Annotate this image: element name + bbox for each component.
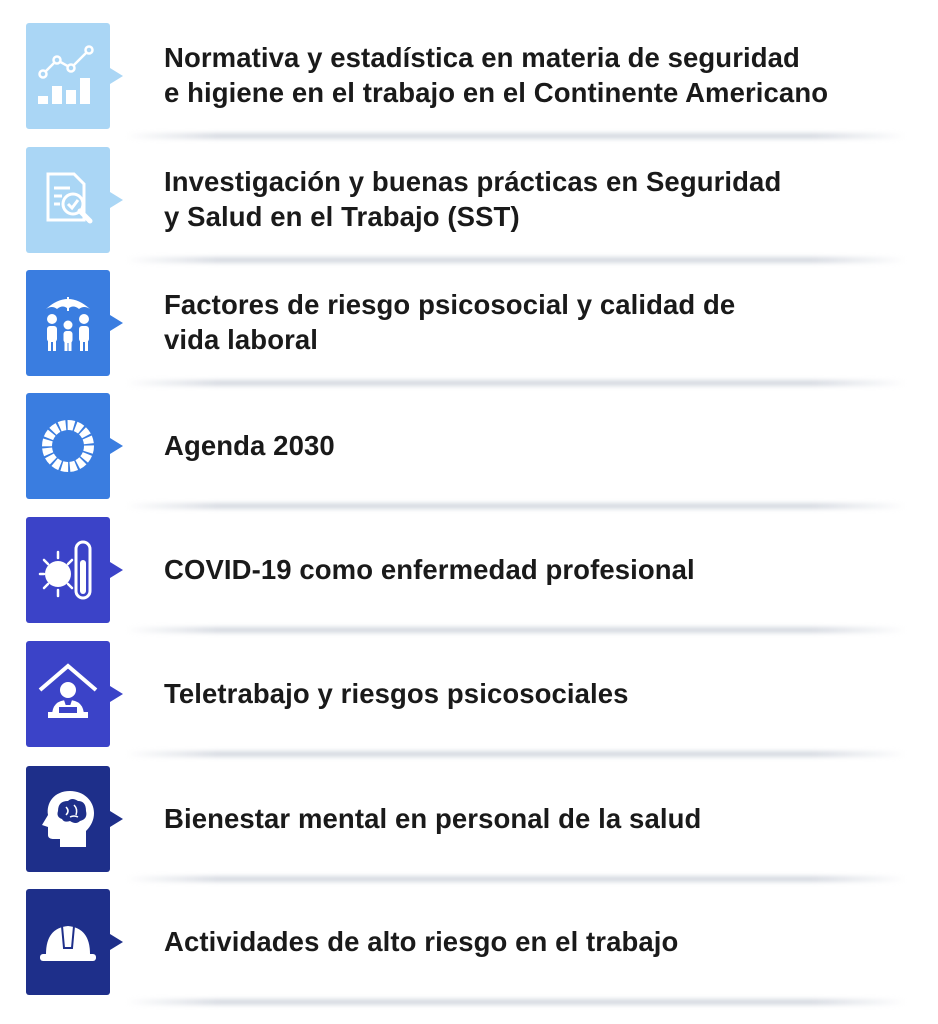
topic-item bbox=[26, 889, 906, 995]
topic-tile bbox=[26, 641, 110, 747]
topic-label: Actividades de alto riesgo en el trabajo bbox=[164, 925, 679, 957]
divider bbox=[126, 876, 906, 882]
topic-tile bbox=[26, 889, 110, 995]
topic-tile bbox=[26, 517, 110, 623]
divider bbox=[126, 627, 906, 633]
topic-label: Investigación y buenas prácticas en Seguridad y Salud en el Trabajo (SST) bbox=[164, 166, 782, 232]
topic-item bbox=[26, 766, 906, 872]
home-office-worker-icon bbox=[36, 662, 100, 726]
topic-label: Agenda 2030 bbox=[164, 429, 335, 461]
topic-tile bbox=[26, 23, 110, 129]
divider bbox=[126, 503, 906, 509]
family-umbrella-icon bbox=[36, 291, 100, 355]
topic-tile bbox=[26, 766, 110, 872]
divider bbox=[126, 999, 906, 1005]
topic-label: Normativa y estadística en materia de seguridad e higiene en el trabajo en el Continente Americano bbox=[164, 42, 829, 108]
topic-label: Factores de riesgo psicosocial y calidad de vida laboral bbox=[164, 289, 736, 355]
topic-tile bbox=[26, 270, 110, 376]
topic-label: Bienestar mental en personal de la salud bbox=[164, 802, 702, 834]
topic-tile bbox=[26, 393, 110, 499]
topic-label: Teletrabajo y riesgos psicosociales bbox=[164, 677, 629, 709]
document-search-icon bbox=[36, 168, 100, 232]
divider bbox=[126, 133, 906, 139]
chart-growth-icon bbox=[36, 44, 100, 108]
topic-label: COVID-19 como enfermedad profesional bbox=[164, 553, 695, 585]
divider bbox=[126, 751, 906, 757]
topic-item bbox=[26, 147, 906, 253]
topic-item bbox=[26, 641, 906, 747]
divider bbox=[126, 257, 906, 263]
head-brain-icon bbox=[36, 787, 100, 851]
topic-item bbox=[26, 270, 906, 376]
topic-item bbox=[26, 393, 906, 499]
topic-item bbox=[26, 517, 906, 623]
divider bbox=[126, 380, 906, 386]
topic-item bbox=[26, 23, 906, 129]
hard-hat-icon bbox=[36, 910, 100, 974]
topic-tile bbox=[26, 147, 110, 253]
virus-test-tube-icon bbox=[36, 538, 100, 602]
sdg-wheel-icon bbox=[36, 414, 100, 478]
